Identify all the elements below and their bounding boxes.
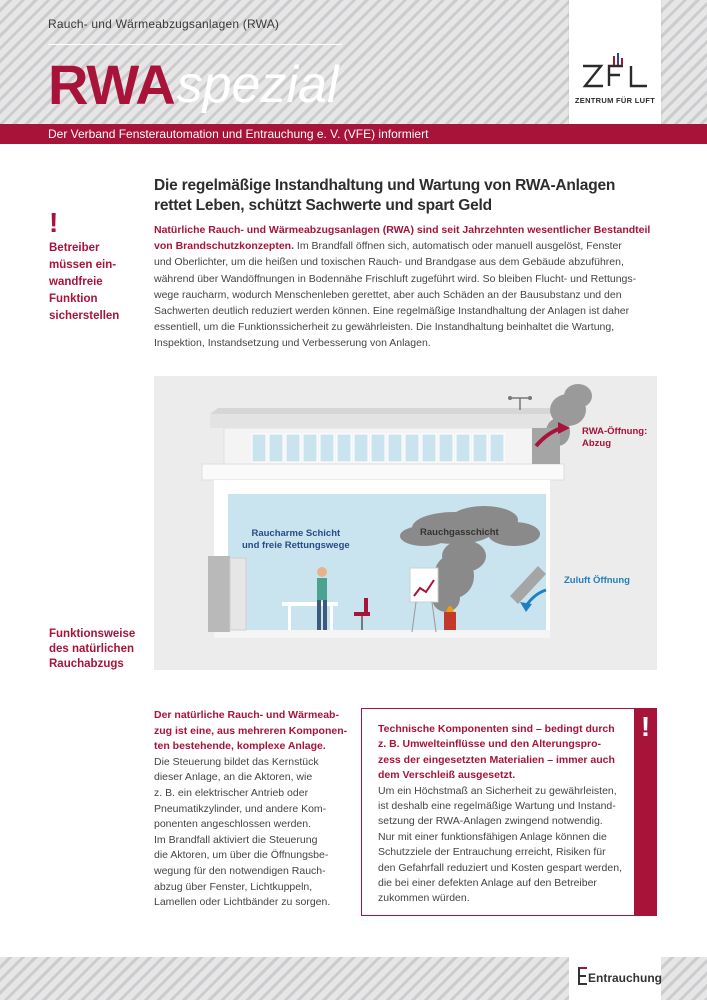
label-rwa-line: Abzug bbox=[582, 438, 612, 449]
label-raucharm bbox=[242, 528, 350, 552]
side-note bbox=[49, 240, 139, 325]
side-note-line: müssen ein- bbox=[49, 259, 117, 271]
callout-line: setzung der RWA-Anlagen zwingend notwendig. bbox=[378, 815, 603, 828]
intro-line: während über Wandöffnungen in Bodennähe Frischluft zugeführt wird. So bleiben Flucht- und Rettungs- bbox=[154, 272, 637, 285]
figure-caption-line: Rauchabzugs bbox=[49, 658, 124, 670]
building-diagram bbox=[154, 376, 657, 670]
label-rwa-opening bbox=[582, 426, 647, 450]
callout-line: den Gefahrfall reduziert und Kosten gespart werden, bbox=[378, 861, 622, 874]
left-line: Lamellen oder Lichtbänder zu sorgen. bbox=[154, 896, 331, 909]
left-line: dieser Anlage, an die Aktoren, wie bbox=[154, 771, 313, 784]
kicker-text: Rauch- und Wärmeabzugsanlagen (RWA) bbox=[48, 17, 280, 31]
callout-bold-line: z. B. Umwelteinflüsse und den Alterungspro- bbox=[378, 738, 602, 751]
intro-line bbox=[154, 238, 674, 254]
label-zuluft: Zuluft Öffnung bbox=[564, 575, 630, 586]
callout-bold-line: dem Verschleiß ausgesetzt. bbox=[378, 769, 516, 782]
masthead-rwa: RWA bbox=[48, 53, 175, 116]
intro-line-rest: Im Brandfall öffnen sich, automatisch oder manuell ausgelöst, Fenster bbox=[294, 240, 622, 253]
callout-line: ist deshalb eine regelmäßige Wartung und Instand- bbox=[378, 800, 616, 813]
banner-text: Der Verband Fensterautomation und Entrauchung e. V. (VFE) informiert bbox=[48, 127, 429, 141]
left-line: abzug über Fenster, Lichtkuppeln, bbox=[154, 880, 313, 893]
left-bold-line: Der natürliche Rauch- und Wärmeab- bbox=[154, 709, 339, 721]
headline-line: rettet Leben, schützt Sachwerte und spart Geld bbox=[154, 197, 492, 214]
left-bold-line: ten bestehende, komplexe Anlage. bbox=[154, 740, 326, 753]
left-line: z. B. ein elektrischer Antrieb oder bbox=[154, 786, 309, 799]
exclamation-icon: ! bbox=[49, 207, 59, 238]
zfl-logo bbox=[569, 0, 661, 124]
intro-bold-line: von Brandschutzkonzepten. bbox=[154, 240, 295, 253]
side-note-line: sicherstellen bbox=[49, 310, 120, 322]
figure-caption-line: Funktionsweise bbox=[49, 628, 136, 640]
callout-line: Nur mit einer funktionsfähigen Anlage können die bbox=[378, 830, 607, 843]
callout-text bbox=[378, 722, 634, 907]
masthead-title bbox=[48, 52, 339, 118]
left-line: ponenten angeschlossen werden. bbox=[154, 818, 312, 831]
intro-paragraph bbox=[154, 222, 674, 352]
left-line: Im Brandfall aktiviert die Steuerung bbox=[154, 833, 318, 846]
label-raucharm-line: und freie Rettungswege bbox=[242, 540, 350, 551]
left-line: Pneumatikzylinder, und andere Kom- bbox=[154, 802, 327, 815]
side-note-line: wandfreie bbox=[49, 276, 103, 288]
headline-line: Die regelmäßige Instandhaltung und Wartung von RWA-Anlagen bbox=[154, 177, 616, 194]
left-column bbox=[154, 708, 354, 911]
exclamation-icon: ! bbox=[640, 711, 651, 742]
kicker-divider bbox=[48, 44, 342, 45]
intro-bold-line: Natürliche Rauch- und Wärmeabzugsanlagen (RWA) sind seit Jahrzehnten wesentlicher Bestandteil bbox=[154, 224, 651, 236]
callout-line: die bei einer defekten Anlage auf den Betreiber bbox=[378, 877, 597, 890]
callout-line: Um ein Höchstmaß an Sicherheit zu gewährleisten, bbox=[378, 784, 617, 797]
figure-caption bbox=[49, 627, 149, 672]
callout-line: zukommen würden. bbox=[378, 892, 470, 905]
label-rwa-line: RWA-Öffnung: bbox=[582, 426, 648, 437]
smoke-extraction-illustration bbox=[154, 376, 657, 670]
label-raucharm-line: Raucharme Schicht bbox=[251, 528, 341, 539]
left-line: die Aktoren, um über die Öffnungsbe- bbox=[154, 849, 329, 862]
callout-line: Schutzziele der Entrauchung erreicht, Risiken für bbox=[378, 846, 606, 859]
article-headline bbox=[154, 176, 674, 216]
intro-line: und Oberlichter, um die heißen und toxischen Rauch- und Brandgase aus dem Gebäude abzuführen, bbox=[154, 256, 624, 269]
intro-line: Sachwerten deutlich reduziert werden können. Eine regelmäßige Instandhaltung der Anlagen ist daher bbox=[154, 305, 630, 318]
intro-line: Inspektion, Instandsetzung und Verbesserung von Anlagen. bbox=[154, 337, 431, 350]
zfl-logo-text: ZENTRUM FÜR LUFT bbox=[574, 96, 656, 105]
left-line: Die Steuerung bildet das Kernstück bbox=[154, 755, 319, 768]
figure-caption-line: des natürlichen bbox=[49, 643, 134, 655]
side-note-line: Funktion bbox=[49, 293, 98, 305]
zfl-logo-mark bbox=[579, 52, 651, 92]
banner bbox=[0, 124, 707, 144]
left-bold-line: zug ist eine, aus mehreren Komponen- bbox=[154, 724, 348, 737]
intro-line: wege raucharm, wodurch Menschenleben gerettet, aber auch Schäden an der Bausubstanz und den bbox=[154, 288, 622, 301]
intro-line: essentiell, um die Funktionssicherheit zu gewährleisten. Die Instandhaltung beinhaltet die Wartung, bbox=[154, 321, 615, 334]
masthead-spezial: spezial bbox=[176, 56, 339, 114]
side-note-line: Betreiber bbox=[49, 242, 100, 254]
left-line: wegung für den notwendigen Rauch- bbox=[154, 864, 326, 877]
callout-bold-line: Technische Komponenten sind – bedingt durch bbox=[378, 723, 615, 735]
callout-bold-line: zess der eingesetzten Materialien – immer auch bbox=[378, 753, 615, 766]
footer-brand: Entrauchung bbox=[588, 971, 662, 985]
label-rauchgas: Rauchgasschicht bbox=[420, 527, 499, 538]
